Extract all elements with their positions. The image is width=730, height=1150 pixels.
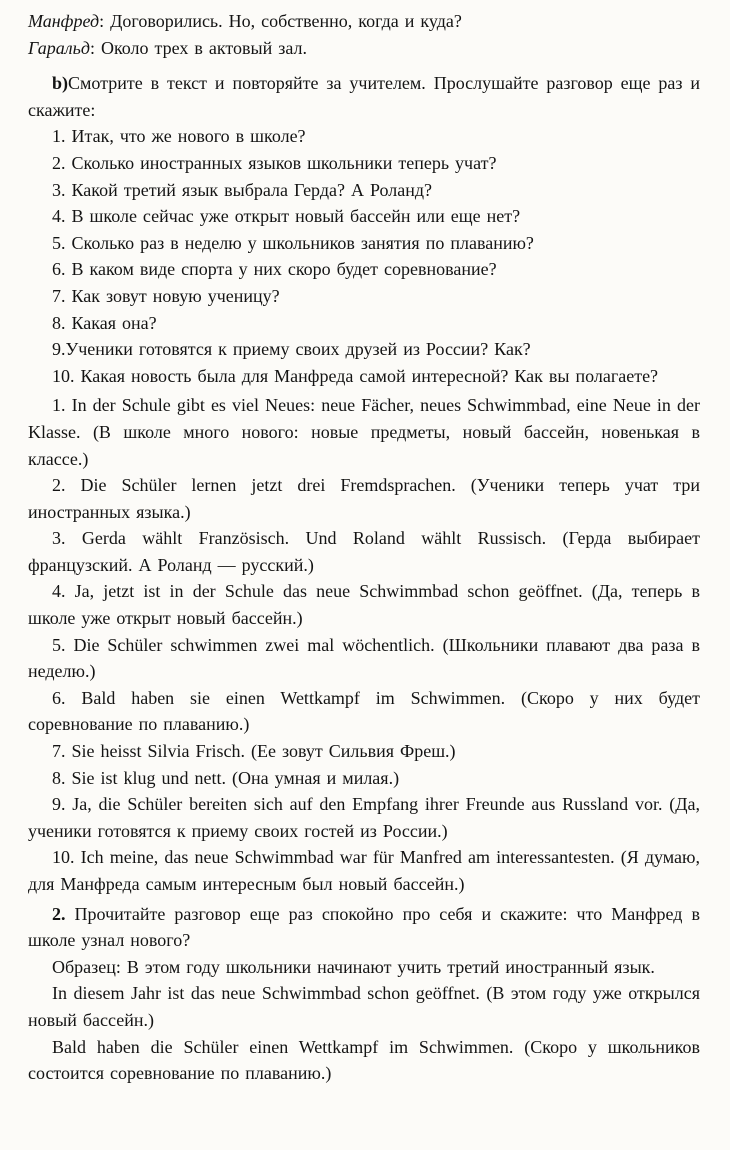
sample-paragraph: Bald haben die Schüler einen Wettkampf im Schwimmen. (Скоро у школьников состоится соревнование по плаванию.): [28, 1036, 700, 1084]
question-item: 3. Какой третий язык выбрала Герда? А Роланд?: [52, 179, 433, 200]
question-item: 2. Сколько иностранных языков школьники теперь учат?: [52, 152, 497, 173]
question-item: 1. Итак, что же нового в школе?: [52, 126, 306, 147]
answer-paragraph: 1. In der Schule gibt es viel Neues: neue Fächer, neues Schwimmbad, eine Neue in der Klasse. (В школе много нового: новые предметы, новый бассейн, новенькая в классе.): [28, 395, 700, 469]
answer-paragraph: 3. Gerda wählt Französisch. Und Roland wählt Russisch. (Герда выбирает французский. А Роланд — русский.): [28, 528, 700, 575]
question-item: 5. Сколько раз в неделю у школьников занятия по плаванию?: [52, 232, 534, 253]
speaker-name: Гаральд: [28, 37, 90, 58]
task-b-paragraph: [28, 70, 700, 123]
answer-paragraph: 10. Ich meine, das neue Schwimmbad war für Manfred am interessantesten. (Я думаю, для Манфреда самым интересным был новый бассейн.): [28, 847, 700, 894]
question-item: 10. Какая новость была для Манфреда самой интересной? Как вы полагаете?: [52, 365, 659, 386]
question-item: 9.Ученики готовятся к приему своих друзей из России? Как?: [52, 339, 531, 360]
question-item: 7. Как зовут новую ученицу?: [52, 285, 280, 306]
task-2-number: 2.: [52, 903, 66, 924]
answer-paragraph: 6. Bald haben sie einen Wettkampf im Schwimmen. (Скоро у них будет соревнование по плаванию.): [28, 687, 700, 735]
task-b-text: Смотрите в текст и повторяйте за учителем. Прослушайте разговор еще раз и скажите:: [28, 73, 700, 120]
task-2-paragraph: [28, 901, 700, 954]
answer-paragraph: 4. Ja, jetzt ist in der Schule das neue Schwimmbad schon geöffnet. (Да, теперь в школе уже открыт новый бассейн.): [28, 581, 700, 629]
dialog-text: : Около трех в актовый зал.: [89, 37, 307, 58]
dialog-text: : Договорились. Но, собственно, когда и куда?: [99, 11, 462, 31]
question-item: 8. Какая она?: [52, 312, 157, 333]
task-b-label: b): [52, 73, 69, 94]
answer-paragraph: 2. Die Schüler lernen jetzt drei Fremdsprachen. (Ученики теперь учат три иностранных языка.): [28, 475, 700, 522]
speaker-name: Манфред: [28, 11, 100, 31]
answer-paragraph: 8. Sie ist klug und nett. (Она умная и милая.): [52, 767, 400, 788]
sample-paragraph: Образец: В этом году школьники начинают учить третий иностранный язык.: [52, 956, 655, 977]
answer-paragraph: 9. Ja, die Schüler bereiten sich auf den Empfang ihrer Freunde aus Russland vor. (Да, ученики готовятся к приему своих гостей из России.): [28, 794, 700, 841]
sample-paragraph: In diesem Jahr ist das neue Schwimmbad schon geöffnet. (В этом году уже открылся новый бассейн.): [28, 983, 700, 1030]
question-list: [28, 123, 700, 389]
question-item: 6. В каком виде спорта у них скоро будет соревнование?: [52, 259, 497, 280]
task-2-text: Прочитайте разговор еще раз спокойно про себя и скажите: что Манфред в школе узнал нового?: [28, 903, 700, 951]
answer-list: [28, 392, 700, 897]
answer-paragraph: 5. Die Schüler schwimmen zwei mal wöchentlich. (Школьники плавают два раза в неделю.): [28, 634, 700, 682]
dialog-line-harald: [28, 35, 700, 62]
question-item: 4. В школе сейчас уже открыт новый бассейн или еще нет?: [52, 206, 521, 227]
answer-paragraph: 7. Sie heisst Silvia Frisch. (Ее зовут Сильвия Фреш.): [52, 741, 456, 762]
dialog-line-manfred: [28, 8, 700, 35]
